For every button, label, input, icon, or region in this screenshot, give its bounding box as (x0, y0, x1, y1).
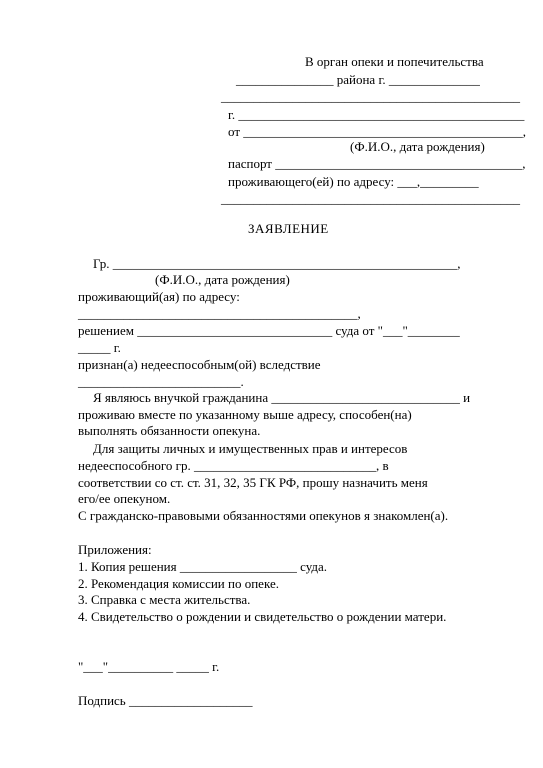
body-incapable-citizen-line: недееспособного гр. ____________________________, в (78, 458, 389, 473)
body-residence-line: проживаю вместе по указанному выше адресу, способен(на) (78, 407, 412, 422)
header-from-line: от ___________________________________________, (228, 124, 527, 139)
header-blank-line-2: ______________________________________________ (221, 191, 520, 206)
body-relation-line: Я являюсь внучкой гражданина _____________________________ и (93, 390, 471, 405)
header-city-line: г. ____________________________________________ (228, 107, 525, 122)
body-acknowledgement-line: С гражданско-правовыми обязанностями опекунов я знакомлен(а). (78, 508, 449, 523)
body-law-line: соответствии со ст. ст. 31, 32, 35 ГК РФ, прошу назначить меня (78, 475, 428, 490)
body-name-caption: (Ф.И.О., дата рождения) (155, 272, 290, 287)
attachment-item: 1. Копия решения __________________ суда. (78, 559, 328, 574)
body-citizen-line: Гр. _____________________________________________________, (93, 256, 461, 271)
signature-line: Подпись ___________________ (78, 693, 253, 708)
date-line: "___"__________ _____ г. (78, 659, 220, 674)
header-blank-line: ______________________________________________ (221, 89, 520, 104)
body-reason-blank: _________________________. (78, 374, 244, 389)
body-court-decision-line: решением ______________________________ суда от "___"________ (78, 323, 460, 338)
header-district-line: _______________ района г. ______________ (236, 72, 480, 87)
attachment-item: 2. Рекомендация комиссии по опеке. (78, 576, 279, 591)
header-passport-line: паспорт ______________________________________, (228, 156, 526, 171)
body-incapable-line: признан(а) недееспособным(ой) вследствие (78, 357, 321, 372)
body-year-line: _____ г. (78, 340, 121, 355)
body-guardian-line: его/ее опекуном. (78, 491, 171, 506)
header-addressee: В орган опеки и попечительства (305, 54, 484, 69)
header-name-caption: (Ф.И.О., дата рождения) (350, 139, 485, 154)
attachment-item: 3. Справка с места жительства. (78, 592, 251, 607)
document-title: ЗАЯВЛЕНИЕ (248, 221, 329, 236)
attachments-heading: Приложения: (78, 542, 152, 557)
header-address-line: проживающего(ей) по адресу: ___,_________ (228, 174, 479, 189)
body-duties-line: выполнять обязанности опекуна. (78, 423, 261, 438)
body-residing-label: проживающий(ая) по адресу: (78, 289, 240, 304)
body-protection-line: Для защиты личных и имущественных прав и интересов (93, 441, 408, 456)
attachment-item: 4. Свидетельство о рождении и свидетельство о рождении матери. (78, 609, 447, 624)
body-address-blank: ___________________________________________, (78, 306, 361, 321)
